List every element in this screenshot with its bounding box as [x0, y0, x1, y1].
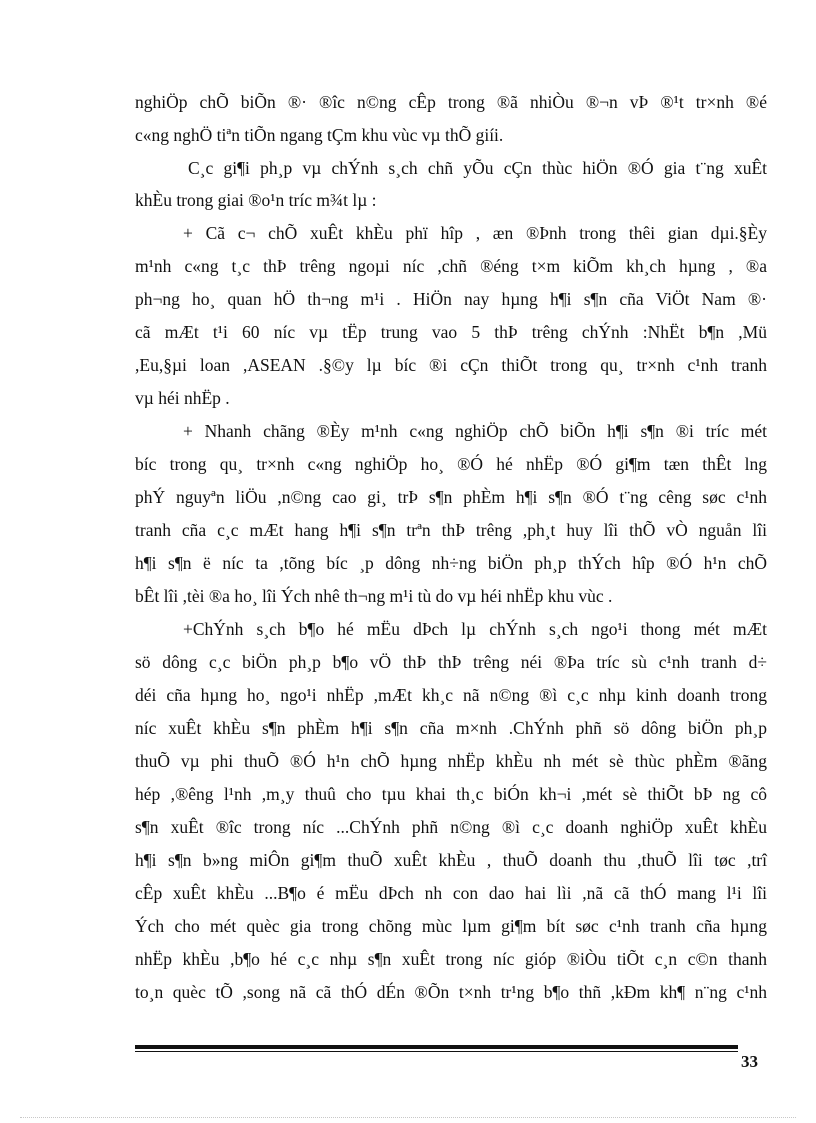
text-line: h¶i s¶n b»ng miÔn gi¶m thuÕ xuÊt khÈu , thuÕ doanh thu ,thuÕ lîi tøc ,trî: [135, 850, 767, 870]
footer-rule-thin: [135, 1051, 738, 1052]
text-line: Ých cho mét quèc gia trong chõng mùc lµm gi¶m bít søc c¹nh tranh cña hµng: [135, 916, 767, 936]
paragraph-start-line: C¸c gi¶i ph¸p vµ chÝnh s¸ch chñ yÕu cÇn thùc hiÖn ®Ó gia t¨ng xuÊt: [188, 158, 767, 178]
text-line: cÊp xuÊt khÈu ...B¶o é mËu dÞch nh con dao hai lìi ,nã cã thÓ mang l¹i lîi: [135, 883, 767, 903]
text-line: bíc trong qu¸ tr×nh c«ng nghiÖp ho¸ ®Ó hé nhËp ®Ó gi¶m tæn thÊt lng: [135, 454, 767, 474]
text-line: nhËp khÈu ,b¶o hé c¸c nhµ s¶n xuÊt trong níc gióp ®iÒu tiÕt c¸n c©n thanh: [135, 949, 767, 969]
text-line: vµ héi nhËp .: [135, 388, 230, 408]
text-line: hép ,®êng l¹nh ,m¸y thuû cho tµu khai th¸c biÓn kh¬i ,mét sè thiÕt bÞ ng cô: [135, 784, 767, 804]
text-line: khÈu trong giai ®o¹n tríc m¾t lµ :: [135, 190, 377, 210]
text-line: cã mÆt t¹i 60 níc vµ tËp trung vao 5 thÞ trêng chÝnh :NhËt b¶n ,Mü: [135, 322, 767, 342]
page-edge-divider: [20, 1117, 796, 1118]
text-line: c«ng nghÖ tiªn tiÕn ngang tÇm khu vùc vµ thÕ giíi.: [135, 125, 504, 145]
paragraph-start-line: +ChÝnh s¸ch b¶o hé mËu dÞch lµ chÝnh s¸ch ngo¹i thong mét mÆt: [183, 619, 767, 639]
text-line: m¹nh c«ng t¸c thÞ trêng ngoµi níc ,chñ ®éng t×m kiÕm kh¸ch hµng , ®a: [135, 256, 767, 276]
text-line: bÊt lîi ,tèi ®a ho¸ lîi Ých nhê th¬ng m¹i tù do vµ héi nhËp khu vùc .: [135, 586, 613, 606]
paragraph-start-line: + Nhanh chãng ®Èy m¹nh c«ng nghiÖp chÕ biÕn h¶i s¶n ®i tríc mét: [183, 421, 767, 441]
text-line: thuÕ vµ phi thuÕ ®Ó h¹n chÕ hµng nhËp khÈu nh mét sè thùc phÈm ®ãng: [135, 751, 767, 771]
text-line: h¶i s¶n ë níc ta ,tõng bíc ¸p dông nh÷ng biÖn ph¸p thÝch hîp ®Ó h¹n chÕ: [135, 553, 767, 573]
page-number: 33: [741, 1052, 758, 1071]
text-line: phÝ nguyªn liÖu ,n©ng cao gi¸ trÞ s¶n phÈm h¶i s¶n ®Ó t¨ng cêng søc c¹nh: [135, 487, 767, 507]
paragraph-start-line: + Cã c¬ chÕ xuÊt khÈu phï hîp , æn ®Þnh trong thêi gian dµi.§Èy: [183, 223, 767, 243]
text-line: nghiÖp chÕ biÕn ®· ®îc n©ng cÊp trong ®ã nhiÒu ®¬n vÞ ®¹t tr×nh ®é: [135, 92, 767, 112]
text-line: déi cña hµng ho¸ ngo¹i nhËp ,mÆt kh¸c nã n©ng ®ì c¸c nhµ kinh doanh trong: [135, 685, 767, 705]
text-line: tranh cña c¸c mÆt hang h¶i s¶n trªn thÞ trêng ,ph¸t huy lîi thÕ vÒ nguån lîi: [135, 520, 767, 540]
text-line: sö dông c¸c biÖn ph¸p b¶o vÖ thÞ thÞ trêng néi ®Þa tríc sù c¹nh tranh d÷: [135, 652, 767, 672]
text-line: s¶n xuÊt ®îc trong níc ...ChÝnh phñ n©ng ®ì c¸c doanh nghiÖp xuÊt khÈu: [135, 817, 767, 837]
footer-rule: [135, 1045, 738, 1049]
text-line: níc xuÊt khÈu s¶n phÈm h¶i s¶n cña m×nh .ChÝnh phñ sö dông biÖn ph¸p: [135, 718, 767, 738]
text-line: ,Eu,§µi loan ,ASEAN .§©y lµ bíc ®i cÇn thiÕt trong qu¸ tr×nh c¹nh tranh: [135, 355, 767, 375]
text-line: ph¬ng ho¸ quan hÖ th¬ng m¹i . HiÖn nay hµng h¶i s¶n cña ViÖt Nam ®·: [135, 289, 767, 309]
text-line: to¸n quèc tÕ ,song nã cã thÓ dÉn ®Õn t×nh tr¹ng b¶o thñ ,kÐm kh¶ n¨ng c¹nh: [135, 982, 767, 1002]
